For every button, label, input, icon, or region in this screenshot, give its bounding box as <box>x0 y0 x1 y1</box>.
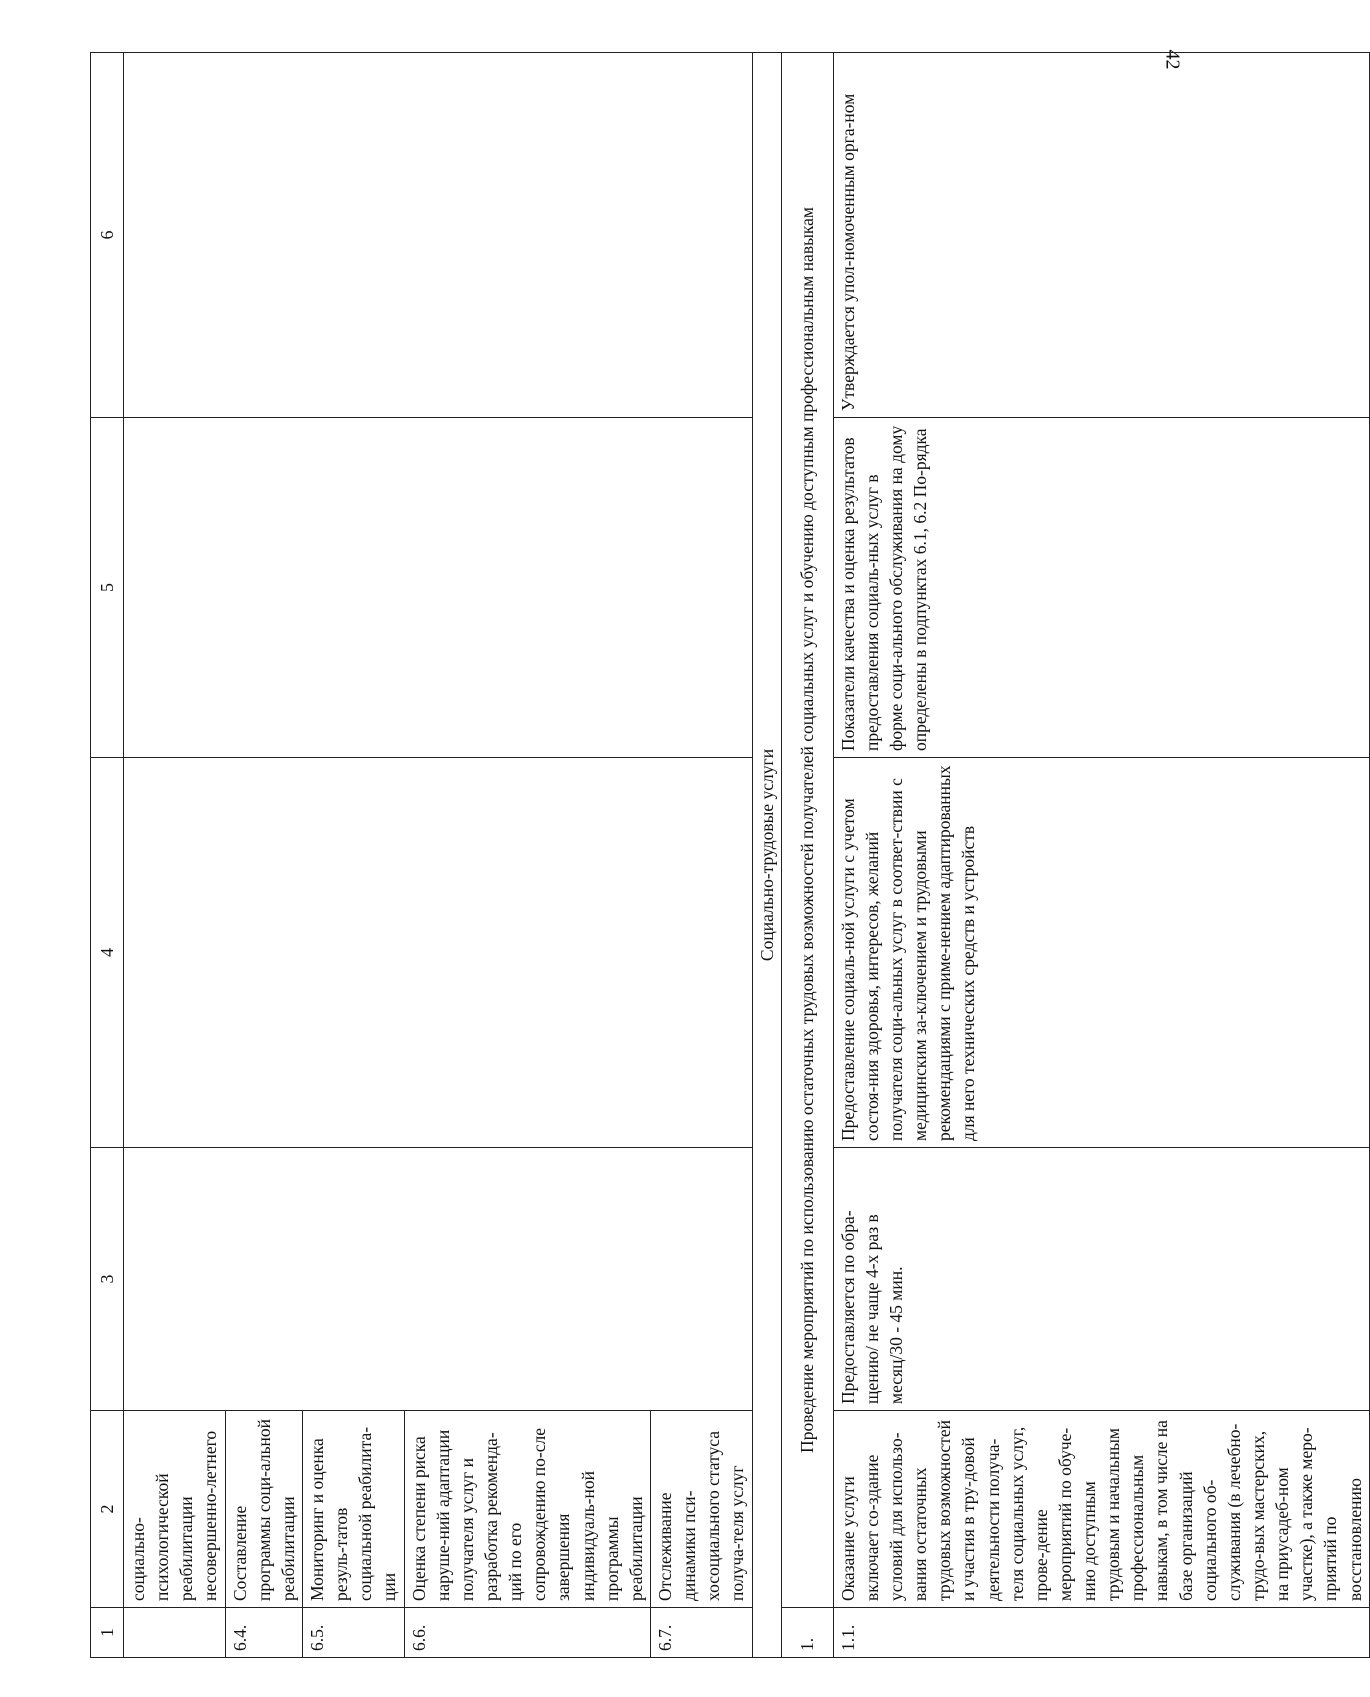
empty-cell <box>124 418 753 758</box>
row-number: 6.6. <box>404 1608 650 1658</box>
subsection-row <box>781 53 833 1658</box>
approval-note: Утверждается упол-номоченным орга-ном <box>833 53 1369 418</box>
row-number: 6.7. <box>650 1608 752 1658</box>
table-row <box>124 53 226 1658</box>
empty-cell <box>124 1148 753 1411</box>
col-header-6: 6 <box>91 53 124 418</box>
empty-cell <box>124 53 753 418</box>
row-service-name: социально-психологической реабилитации несовершенно-летнего <box>124 1411 226 1608</box>
service-frequency: Предоставляется по обра-щению/ не чаще 4-х раз в месяц/30 - 45 мин. <box>833 1148 1369 1411</box>
quality-indicators: Показатели качества и оценка результатов предоставления социаль-ных услуг в форме соци-ального обслуживания на дому определены в подпунктах 6.1, 6.2 По-рядка <box>833 418 1369 758</box>
col-header-5: 5 <box>91 418 124 758</box>
row-number: 1.1. <box>833 1608 1369 1658</box>
subsection-title: Проведение мероприятий по использованию остаточных трудовых возможностей получателей социальных услуг и обучению доступным профессиональным навыкам <box>781 53 833 1608</box>
section-title: Социально-трудовые услуги <box>752 53 781 1658</box>
col-header-3: 3 <box>91 1148 124 1411</box>
col-header-4: 4 <box>91 758 124 1148</box>
col-header-2: 2 <box>91 1411 124 1608</box>
service-description: Оказание услуги включает со-здание условий для использо-вания остаточных трудовых возможностей и участия в тру-довой деятельности получа-теля социальных услуг, прове-дение мероприятий по обуче-нию доступным трудовым и начальным профессиональным навыкам, в том числе на базе организаций социального об-служивания (в лечебно-трудо-вых мастерских, на приусадеб-ном участке), а также меро-приятий по восстановлению <box>833 1411 1369 1608</box>
section-row <box>752 53 781 1658</box>
page-number: 42 <box>1161 49 1184 70</box>
row-number: 6.5. <box>302 1608 404 1658</box>
row-number <box>124 1608 226 1658</box>
table-row <box>833 53 1369 1658</box>
service-conditions: Предоставление социаль-ной услуги с учетом состоя-ния здоровья, интересов, желаний получателя соци-альных услуг в соответ-ствии с медицинским за-ключением и трудовыми рекомендациями с приме-нением адаптированных для него технических средств и устройств <box>833 758 1369 1148</box>
subsection-number: 1. <box>781 1608 833 1658</box>
row-service-name: Составление программы соци-альной реабилитации <box>225 1411 302 1608</box>
col-header-1: 1 <box>91 1608 124 1658</box>
empty-cell <box>124 758 753 1148</box>
row-service-name: Отслеживание динамики пси-хосоциального статуса получа-теля услуг <box>650 1411 752 1608</box>
row-number: 6.4. <box>225 1608 302 1658</box>
row-service-name: Мониторинг и оценка резуль-татов социальной реабилита-ции <box>302 1411 404 1608</box>
header-row <box>91 53 124 1658</box>
row-service-name: Оценка степени риска наруше-ний адаптации получателя услуг и разработка рекоменда-ций по его сопровождению по-сле завершения индивидуаль-ной программы реабилитации <box>404 1411 650 1608</box>
services-table <box>90 49 1370 1658</box>
